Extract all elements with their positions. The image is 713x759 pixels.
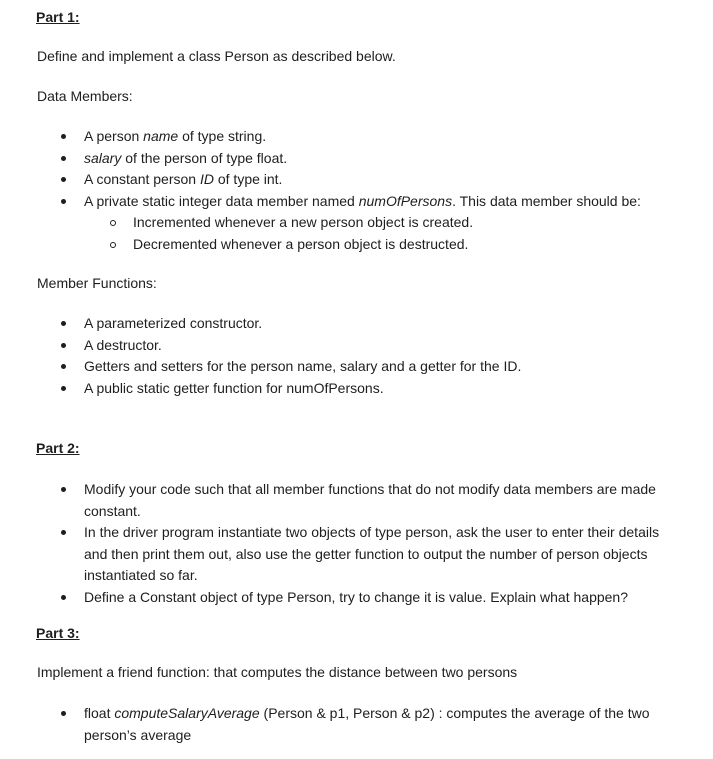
part2-heading: Part 2: <box>36 440 80 456</box>
list-item: Define a Constant object of type Person, try to change it is value. Explain what happen? <box>0 587 713 609</box>
member-functions-list <box>0 313 713 399</box>
list-item: A private static integer data member named numOfPersons. This data member should be: Incremented whenever a new person object is created. Decremented whenever a person object is destructed. <box>0 191 713 256</box>
part3-heading: Part 3: <box>36 625 80 641</box>
list-item: A parameterized constructor. <box>0 313 713 335</box>
part1-intro: Define and implement a class Person as described below. <box>37 48 396 64</box>
part3-list <box>0 703 713 746</box>
data-members-list <box>0 126 713 255</box>
list-item: Getters and setters for the person name, salary and a getter for the ID. <box>0 356 713 378</box>
part2-list <box>0 479 713 608</box>
list-item: Modify your code such that all member functions that do not modify data members are made constant. <box>0 479 713 522</box>
sub-list-item: Decremented whenever a person object is destructed. <box>84 234 673 256</box>
part3-intro: Implement a friend function: that computes the distance between two persons <box>37 664 518 680</box>
list-item: A person name of type string. <box>0 126 713 148</box>
list-item: float computeSalaryAverage (Person & p1, Person & p2) : computes the average of the two person’s average <box>0 703 713 746</box>
list-item: A public static getter function for numOfPersons. <box>0 378 713 400</box>
sub-list-item: Incremented whenever a new person object is created. <box>84 212 673 234</box>
list-item: A constant person ID of type int. <box>0 169 713 191</box>
member-functions-label: Member Functions: <box>37 275 157 291</box>
data-members-label: Data Members: <box>37 88 133 104</box>
part1-heading: Part 1: <box>36 9 80 25</box>
list-item: In the driver program instantiate two objects of type person, ask the user to enter their details and then print them out, also use the getter function to output the number of person objects instantiated so far. <box>0 522 713 587</box>
static-sub-list <box>84 212 673 255</box>
list-item: salary of the person of type float. <box>0 148 713 170</box>
list-item: A destructor. <box>0 335 713 357</box>
